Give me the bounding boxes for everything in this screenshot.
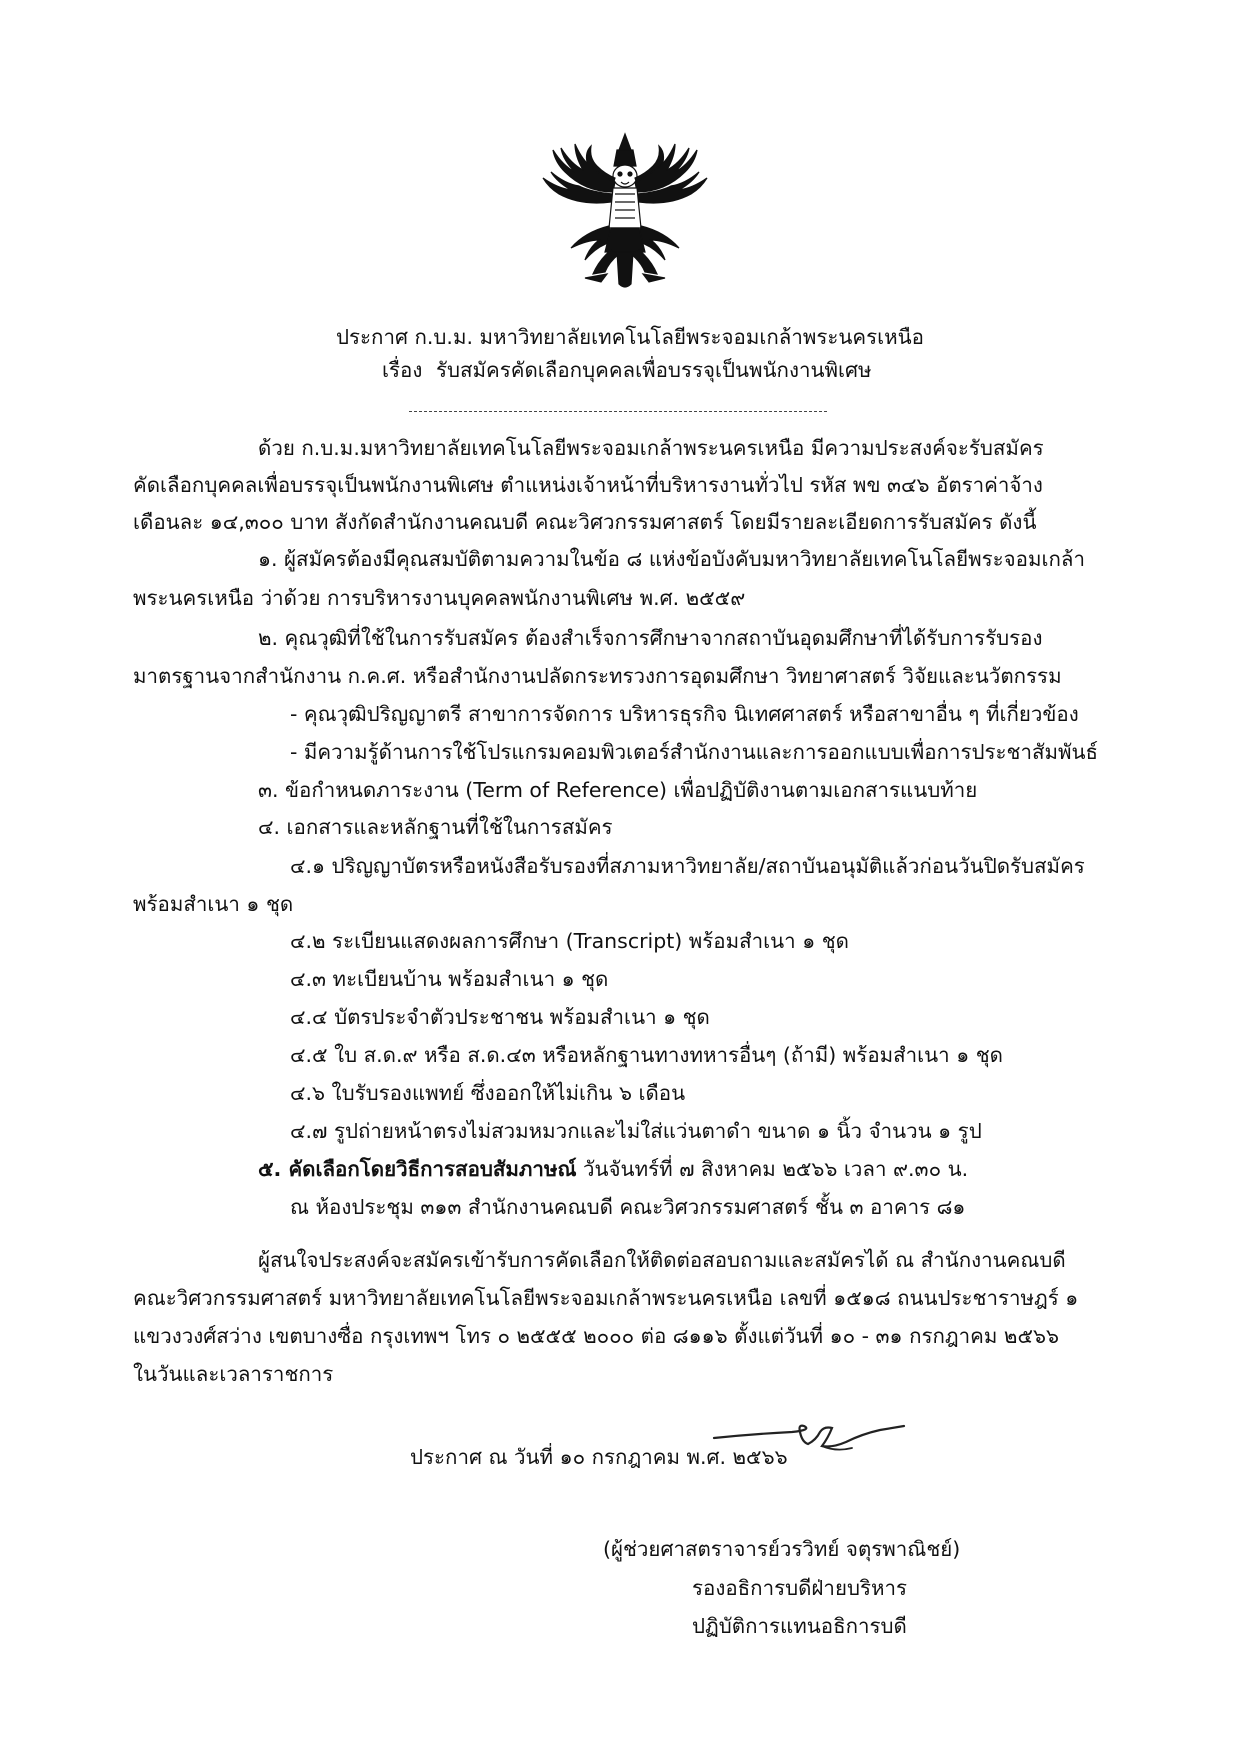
item-2: ๒. คุณวุฒิที่ใช้ในการรับสมัคร ต้องสำเร็จการศึกษาจากสถาบันอุดมศึกษาที่ได้รับการรับรอง [258,626,1043,650]
item-5-heading: ๕. คัดเลือกโดยวิธีการสอบสัมภาษณ์ [258,1157,577,1181]
item-1: ๑. ผู้สมัครต้องมีคุณสมบัติตามความในข้อ ๘ แห่งข้อบังคับมหาวิทยาลัยเทคโนโลยีพระจอมเกล้า [258,547,1085,571]
garuda-emblem-icon [535,132,715,292]
signatory-position: รองอธิการบดีฝ่ายบริหาร [692,1576,908,1600]
announcement-subject: รับสมัครคัดเลือกบุคคลเพื่อบรรจุเป็นพนักงานพิเศษ [436,358,872,382]
item-4-1: ๔.๑ ปริญญาบัตรหรือหนังสือรับรองที่สภามหาวิทยาลัย/สถาบันอนุมัติแล้วก่อนวันปิดรับสมัคร [290,854,1085,878]
item-5-datetime: วันจันทร์ที่ ๗ สิงหาคม ๒๕๖๖ เวลา ๙.๓๐ น. [583,1157,969,1181]
item-5-location: ณ ห้องประชุม ๓๑๓ สำนักงานคณบดี คณะวิศวกรรมศาสตร์ ชั้น ๓ อาคาร ๘๑ [290,1195,966,1219]
contact-line: คณะวิศวกรรมศาสตร์ มหาวิทยาลัยเทคโนโลยีพระจอมเกล้าพระนครเหนือ เลขที่ ๑๕๑๘ ถนนประชาราษฎร์ ๑ [133,1286,1079,1310]
item-4-1-cont: พร้อมสำเนา ๑ ชุด [133,892,294,916]
intro-line: ด้วย ก.บ.ม.มหาวิทยาลัยเทคโนโลยีพระจอมเกล้าพระนครเหนือ มีความประสงค์จะรับสมัคร [258,436,1044,460]
signatory-name: (ผู้ช่วยศาสตราจารย์วรวิทย์ จตุรพาณิชย์) [603,1537,961,1561]
contact-line: ผู้สนใจประสงค์จะสมัครเข้ารับการคัดเลือกให้ติดต่อสอบถามและสมัครได้ ณ สำนักงานคณบดี [258,1248,1066,1272]
subject-label: เรื่อง [382,358,423,382]
item-4-6: ๔.๖ ใบรับรองแพทย์ ซึ่งออกให้ไม่เกิน ๖ เดือน [290,1081,686,1105]
handwritten-signature-icon [712,1408,908,1460]
item-4-4: ๔.๔ บัตรประจำตัวประชาชน พร้อมสำเนา ๑ ชุด [290,1005,710,1029]
intro-line: เดือนละ ๑๔,๓๐๐ บาท สังกัดสำนักงานคณบดี คณะวิศวกรรมศาสตร์ โดยมีรายละเอียดการรับสมัคร ดังนี้ [133,510,1037,534]
announcement-date: ประกาศ ณ วันที่ ๑๐ กรกฎาคม พ.ศ. ๒๕๖๖ [410,1445,788,1469]
item-2-sub: - คุณวุฒิปริญญาตรี สาขาการจัดการ บริหารธุรกิจ นิเทศศาสตร์ หรือสาขาอื่น ๆ ที่เกี่ยวข้อง [290,702,1079,726]
signatory-acting: ปฏิบัติการแทนอธิการบดี [692,1614,907,1638]
item-4-5: ๔.๕ ใบ ส.ด.๙ หรือ ส.ด.๔๓ หรือหลักฐานทางทหารอื่นๆ (ถ้ามี) พร้อมสำเนา ๑ ชุด [290,1043,1003,1067]
item-2-cont: มาตรฐานจากสำนักงาน ก.ค.ศ. หรือสำนักงานปลัดกระทรวงการอุดมศึกษา วิทยาศาสตร์ วิจัยและนวัตกรรม [133,664,1062,688]
item-4-3: ๔.๓ ทะเบียนบ้าน พร้อมสำเนา ๑ ชุด [290,967,609,991]
intro-line: คัดเลือกบุคคลเพื่อบรรจุเป็นพนักงานพิเศษ ตำแหน่งเจ้าหน้าที่บริหารงานทั่วไป รหัส พข ๓๔๖ อัตราค่าจ้าง [133,473,1043,497]
item-1-cont: พระนครเหนือ ว่าด้วย การบริหารงานบุคคลพนักงานพิเศษ พ.ศ. ๒๕๕๙ [133,586,746,610]
item-4-2: ๔.๒ ระเบียนแสดงผลการศึกษา (Transcript) พร้อมสำเนา ๑ ชุด [290,929,849,953]
contact-line: ในวันและเวลาราชการ [133,1362,334,1386]
item-4-7: ๔.๗ รูปถ่ายหน้าตรงไม่สวมหมวกและไม่ใส่แว่นตาดำ ขนาด ๑ นิ้ว จำนวน ๑ รูป [290,1119,982,1143]
item-2-sub: - มีความรู้ด้านการใช้โปรแกรมคอมพิวเตอร์สำนักงานและการออกแบบเพื่อการประชาสัมพันธ์ [290,740,1099,764]
announcement-title: ประกาศ ก.บ.ม. มหาวิทยาลัยเทคโนโลยีพระจอมเกล้าพระนครเหนือ [336,325,924,349]
item-5 [258,1155,968,1183]
header-divider [409,411,827,412]
item-3: ๓. ข้อกำหนดภาระงาน (Term of Reference) เพื่อปฏิบัติงานตามเอกสารแนบท้าย [258,778,978,802]
item-4: ๔. เอกสารและหลักฐานที่ใช้ในการสมัคร [258,815,613,839]
contact-line: แขวงวงศ์สว่าง เขตบางซื่อ กรุงเทพฯ โทร ๐ ๒๕๕๕ ๒๐๐๐ ต่อ ๘๑๑๖ ตั้งแต่วันที่ ๑๐ - ๓๑ กรกฎาคม ๒๕๖๖ [133,1324,1059,1348]
